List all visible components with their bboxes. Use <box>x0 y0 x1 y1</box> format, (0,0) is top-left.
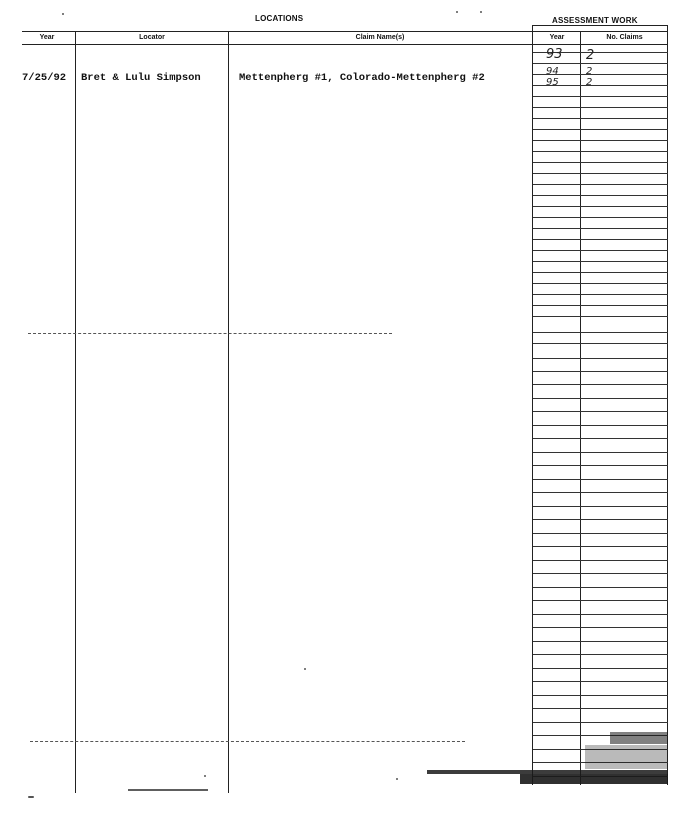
scan-dash-line-upper <box>28 333 392 334</box>
scan-dash-line-lower <box>30 741 465 742</box>
assessment-year-3: 95 <box>546 77 559 88</box>
assessment-year-1: 93 <box>546 47 563 62</box>
scan-smudge-corner <box>520 774 668 784</box>
assessment-claims-1: 2 <box>586 48 595 63</box>
locations-title: LOCATIONS <box>255 14 304 23</box>
scan-speck <box>480 11 482 13</box>
claim-names-column-header: Claim Name(s) <box>355 34 405 41</box>
assessment-year-divider <box>580 31 581 785</box>
entry-year: 7/25/92 <box>22 72 67 84</box>
assessment-title-rule <box>533 25 668 26</box>
scan-speck <box>204 775 206 777</box>
entry-claim-names: Mettenpherg #1, Colorado-Mettenpherg #2 <box>239 72 485 84</box>
scan-speck <box>28 796 34 798</box>
assessment-year-column-header: Year <box>549 34 565 41</box>
scan-noise-area <box>585 745 667 769</box>
scan-speck <box>456 11 458 13</box>
scan-smudge-bottom-left <box>128 789 208 791</box>
assessment-claims-2: 2 <box>586 66 593 77</box>
assessment-year-2: 94 <box>546 66 559 77</box>
scan-smudge-right <box>610 732 668 744</box>
locator-column-header: Locator <box>139 34 165 41</box>
entry-locator: Bret & Lulu Simpson <box>81 72 201 84</box>
scan-speck <box>62 13 64 15</box>
scan-speck <box>396 778 398 780</box>
year-column-header: Year <box>39 34 55 41</box>
assessment-work-title: ASSESSMENT WORK <box>552 16 638 25</box>
year-locator-divider <box>75 31 76 793</box>
scan-speck <box>304 668 306 670</box>
assessment-right-border <box>667 25 668 785</box>
assessment-claims-3: 2 <box>586 77 593 88</box>
header-top-rule <box>22 31 668 32</box>
assessment-left-border <box>532 25 533 785</box>
no-claims-column-header: No. Claims <box>606 34 643 41</box>
locator-claims-divider <box>228 31 229 793</box>
header-bottom-rule <box>22 44 668 45</box>
